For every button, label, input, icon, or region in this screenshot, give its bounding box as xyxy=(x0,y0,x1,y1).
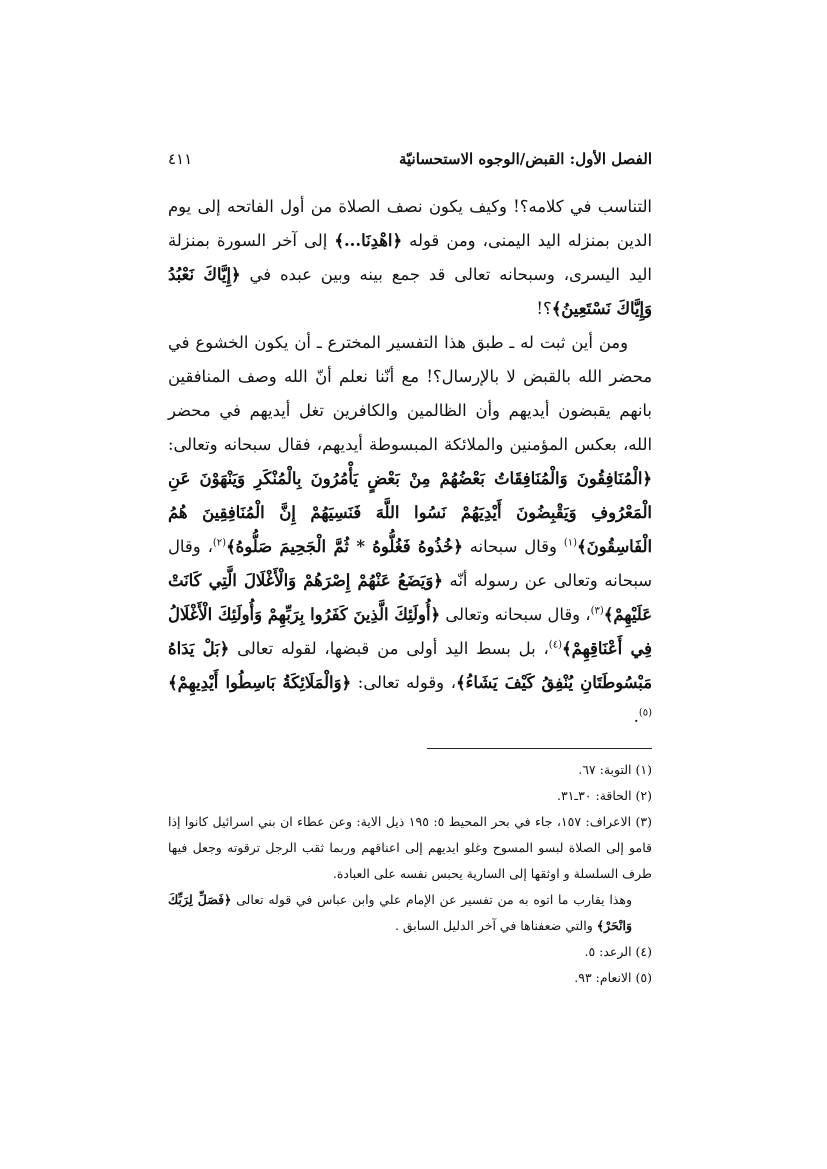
text-run: وهذا يقارب ما اتوه به من تفسير عن الإمام علي وابن عباس في قوله تعالى xyxy=(231,892,632,907)
footnote-2: (٢) الحاقة: ٣٠ـ٣١. xyxy=(556,788,652,803)
text-run: ، وقال سبحانه وتعالى xyxy=(440,605,591,624)
text-run: ، بل بسط اليد أولى من قبضها، لقوله تعالى xyxy=(229,639,549,658)
footnote-ref-4[interactable]: (٤) xyxy=(548,639,562,651)
quran-verse: ﴿وَالْمَلَائِكَةُ بَاسِطُوا أَيْدِيهِمْ﴾ xyxy=(168,673,352,692)
footnote-ref-1[interactable]: (١) xyxy=(563,537,578,549)
text-run: والتي ضعفناها في آخر الدليل السابق . xyxy=(394,918,597,933)
main-text xyxy=(168,190,652,734)
text-run: وقال سبحانه xyxy=(462,537,564,556)
quran-verse: ﴿خُذُوهُ فَغُلُّوهُ * ثُمَّ الْجَحِيمَ صَلُّوهُ﴾ xyxy=(226,537,463,556)
footnote-3: (٣) الاعراف: ١٥٧، جاء في بحر المحيط ٥: ١٩٥ ذيل الاية: وعن عطاء ان بني اسرائيل كانوا إذا قامو إلى الصلاة لبسو المسوح وغلو ايديهم إلى اعناقهم وربما ثقب الرجل ترقوته وجعل فيها طرف السلسلة و اوثقها إلى السارية يحبس نفسه على العبادة. xyxy=(168,814,652,881)
text-run: . xyxy=(633,707,639,726)
footnote-3-continued xyxy=(168,887,652,939)
text-run: ، وقال سبحانه وتعالى عن رسوله أنّه xyxy=(168,537,652,590)
footnote-ref-3[interactable]: (٣) xyxy=(590,605,604,617)
quran-verse: ﴿اهْدِنَا...﴾ xyxy=(334,231,403,250)
text-run: إلى آخر السورة بمنزلة اليد اليسرى، وسبحانه تعالى قد جمع بينه وبين عبده في xyxy=(168,231,652,284)
quran-verse: ﴿أُولَئِكَ الَّذِينَ كَفَرُوا بِرَبِّهِمْ وَأُولَئِكَ الْأَغْلَالُ فِي أَعْنَاقِهِمْ﴾ xyxy=(168,605,652,658)
footnote-4: (٤) الرعد: ٥. xyxy=(584,944,652,959)
footnote-ref-2[interactable]: (٢) xyxy=(212,537,227,549)
quran-verse: ﴿الْمُنَافِقُونَ وَالْمُنَافِقَاتُ بَعْضُهُمْ مِنْ بَعْضٍ يَأْمُرُونَ بِالْمُنْكَرِ وَيَنْهَوْنَ عَنِ الْمَعْرُوفِ وَيَقْبِضُونَ أَيْدِيَهُمْ نَسُوا اللَّهَ فَنَسِيَهُمْ إِنَّ الْمُنَافِقِينَ هُمُ الْفَاسِقُونَ﴾ xyxy=(168,469,653,556)
text-run: ، وقوله تعالى: xyxy=(351,673,457,692)
footnote-5: (٥) الانعام: ٩٣. xyxy=(574,970,652,985)
chapter-title: الفصل الأول: القبض/الوجوه الاستحسانيّة xyxy=(398,150,652,168)
page-number: ٤١١ xyxy=(168,150,193,168)
footnote-ref-5[interactable]: (٥) xyxy=(638,707,652,719)
paragraph-2 xyxy=(168,326,652,734)
book-page xyxy=(168,150,652,991)
quran-verse: ﴿بَلْ يَدَاهُ مَبْسُوطَتَانِ يُنْفِقُ كَيْفَ يَشَاءُ﴾ xyxy=(168,639,653,692)
quran-verse: ﴿فَصَلِّ لِرَبِّكَ وَانْحَرْ﴾ xyxy=(168,892,632,933)
text-run: التناسب في كلامه؟! وكيف يكون نصف الصلاة من أول الفاتحه إلى يوم الدين بمنزله اليد اليمنى، ومن قوله xyxy=(168,197,652,250)
paragraph-1 xyxy=(168,190,652,326)
footnotes xyxy=(168,757,652,991)
footnote-divider xyxy=(427,748,652,749)
quran-verse: ﴿وَيَضَعُ عَنْهُمْ إِصْرَهُمْ وَالْأَغْلَالَ الَّتِي كَانَتْ عَلَيْهِمْ﴾ xyxy=(168,571,652,624)
running-header xyxy=(168,150,652,176)
text-run: ومن أين ثبت له ـ طبق هذا التفسير المخترع ـ أن يكون الخشوع في محضر الله بالقبض لا بالإرسال؟! مع أنّنا نعلم أنّ الله وصف المنافقين بانهم يقبضون أيديهم وأن الظالمين والكافرين تغل أيديهم في محضر الله، بعكس المؤمنين والملائكة المبسوطة أيديهم، فقال سبحانه وتعالى: xyxy=(168,333,652,454)
text-run: ؟! xyxy=(536,299,552,318)
footnote-1: (١) التوبة: ٦٧. xyxy=(578,762,652,777)
quran-verse: ﴿إِيَّاكَ نَعْبُدُ وَإِيَّاكَ نَسْتَعِينُ﴾ xyxy=(168,265,652,318)
